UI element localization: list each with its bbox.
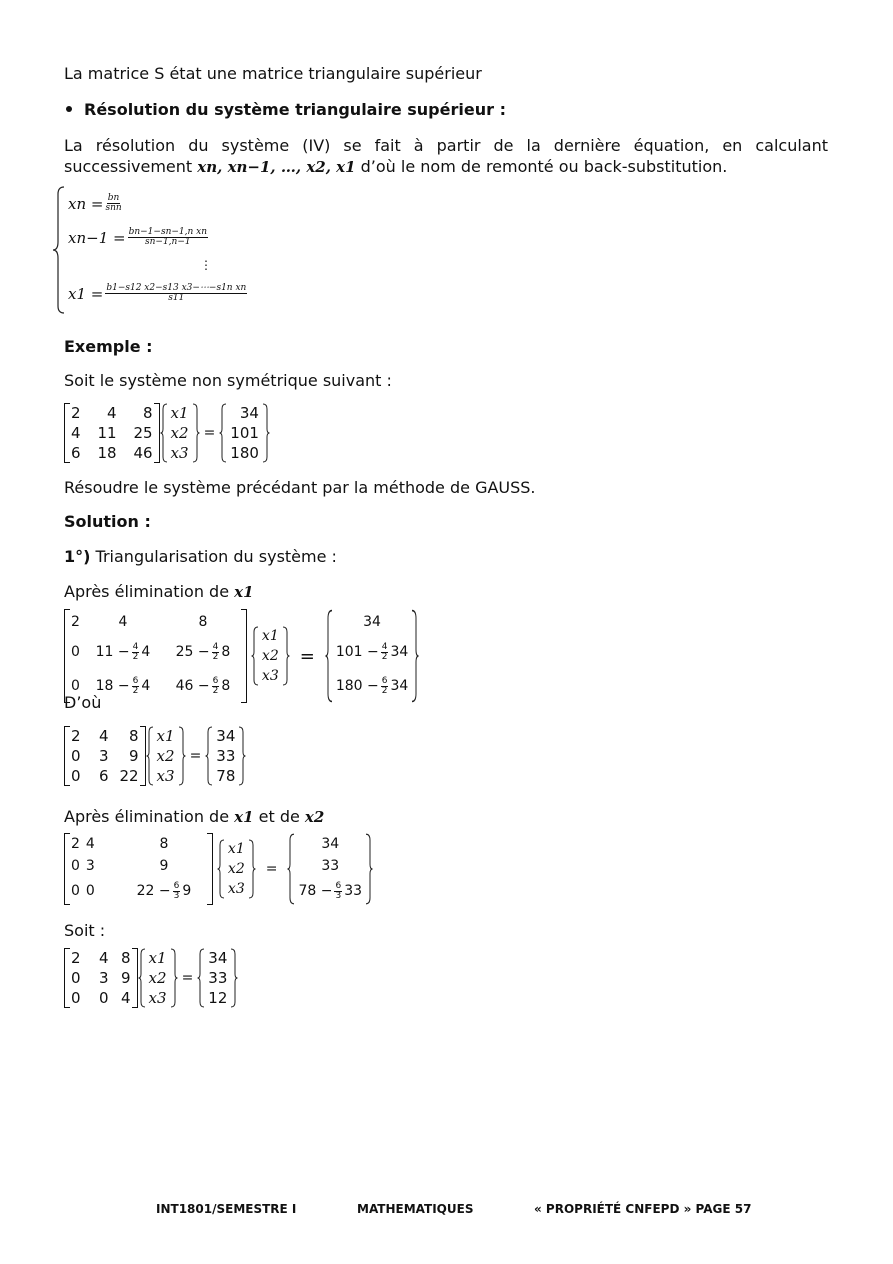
cell: 2	[71, 614, 80, 630]
right-brace-icon	[248, 839, 256, 899]
var-x2: x2	[156, 747, 175, 765]
system-matrix-3	[64, 948, 238, 1008]
cell-text: 22 −	[136, 883, 171, 899]
variable-vector	[146, 726, 186, 786]
formula-x1	[68, 284, 249, 303]
fraction-den: 2	[132, 685, 139, 696]
footer-center: MATHEMATIQUES	[357, 1202, 474, 1216]
rhs-cell	[295, 877, 365, 905]
cell-factor: 4	[141, 678, 151, 694]
rhs-cell: 12	[208, 989, 228, 1007]
right-brace-icon	[282, 626, 290, 686]
cell	[163, 635, 243, 669]
fraction	[381, 643, 389, 662]
fraction	[381, 677, 389, 696]
fraction-den: 3	[173, 890, 180, 901]
cell: 2	[71, 836, 80, 852]
cell	[119, 877, 209, 905]
left-brace-icon	[160, 403, 168, 463]
formula-xn-1-den: sn−1,n−1	[145, 237, 191, 247]
equals-sign: =	[299, 645, 315, 667]
equals-sign: =	[203, 425, 216, 441]
fraction	[334, 882, 342, 901]
footer-right: « PROPRIÉTÉ CNFEPD » PAGE 57	[534, 1202, 752, 1216]
fraction-den: 2	[132, 651, 139, 662]
rhs-cell: 33	[208, 969, 228, 987]
elimination2-text	[64, 807, 324, 826]
paragraph-prefix: successivement	[64, 157, 193, 176]
equals-sign: =	[181, 970, 194, 986]
fraction-num: 4	[132, 641, 139, 652]
right-brace-icon	[365, 833, 373, 905]
cell: 8	[159, 836, 169, 852]
step1-number: 1°)	[64, 547, 91, 566]
cell-text: 11 −	[95, 644, 130, 660]
rhs-text: 78 −	[298, 883, 333, 899]
left-brace-icon	[205, 726, 213, 786]
rhs-vector	[287, 833, 373, 905]
elimination1-text	[64, 582, 254, 601]
cell: 0	[85, 883, 95, 899]
var-x3: x3	[156, 767, 175, 785]
coefficient-matrix	[64, 833, 213, 905]
cell: 0	[71, 989, 81, 1007]
fraction	[212, 677, 220, 696]
var-x3: x3	[227, 881, 245, 897]
cell: 3	[85, 858, 95, 874]
variable-vector	[138, 948, 178, 1008]
rhs-cell: 34	[216, 727, 236, 745]
cell: 46	[133, 444, 153, 462]
example-label: Exemple :	[64, 337, 153, 356]
left-brace-icon	[251, 626, 259, 686]
formula-xn-1-lhs: xn−1 =	[68, 228, 126, 247]
system-matrix-2	[64, 726, 246, 786]
formula-xn-1-frac	[128, 228, 208, 247]
fraction-num: 6	[212, 675, 219, 686]
right-brace-icon	[170, 948, 178, 1008]
cell: 9	[121, 969, 131, 987]
cell: 3	[99, 747, 109, 765]
cell: 0	[71, 644, 80, 660]
rhs-cell: 34	[321, 836, 340, 852]
var-x1: x1	[148, 949, 167, 967]
cell: 22	[119, 767, 139, 785]
rhs-cell: 34	[208, 949, 228, 967]
right-brace-icon	[262, 403, 270, 463]
cell: 8	[129, 727, 139, 745]
fraction-num: 6	[132, 675, 139, 686]
coefficient-matrix	[64, 726, 146, 786]
var-x2: x2	[227, 861, 245, 877]
formula-xn-lhs: xn =	[68, 194, 104, 213]
formula-x1-num: b1−s12 x2−s13 x3−⋯−s1n xn	[106, 283, 247, 293]
left-brace-icon	[146, 726, 154, 786]
elimination1-system	[64, 609, 419, 703]
cell: 4	[85, 836, 95, 852]
formula-xn	[68, 194, 124, 213]
cell-text: 25 −	[175, 644, 210, 660]
cell	[83, 635, 163, 669]
right-brace-icon	[192, 403, 200, 463]
fraction-num: 6	[173, 880, 180, 891]
cell-factor: 8	[221, 644, 231, 660]
cell-text: 46 −	[175, 678, 210, 694]
rhs-cell: 78	[216, 767, 236, 785]
elimination2-var2: x2	[304, 808, 325, 826]
cell: 11	[97, 424, 117, 442]
coefficient-matrix	[64, 609, 247, 703]
left-brace-icon	[197, 948, 205, 1008]
left-brace-icon	[287, 833, 295, 905]
cell: 4	[121, 989, 131, 1007]
formula-xn-num: bn	[107, 193, 120, 203]
elimination2-label: Après élimination de	[64, 807, 230, 826]
fraction-den: 2	[381, 651, 388, 662]
vertical-dots: ⋮	[200, 258, 212, 272]
cell: 2	[71, 404, 81, 422]
cell: 9	[159, 858, 169, 874]
elimination2-var1: x1	[234, 808, 254, 826]
cell: 3	[99, 969, 109, 987]
fraction-num: 4	[212, 641, 219, 652]
cell: 4	[107, 404, 117, 422]
paragraph-line2	[64, 157, 727, 176]
right-brace-icon	[411, 609, 419, 703]
variable-vector	[217, 839, 256, 899]
fraction-num: 6	[381, 675, 388, 686]
variable-vector	[160, 403, 200, 463]
formula-x1-den: s11	[168, 293, 185, 303]
elimination1-label: Après élimination de	[64, 582, 230, 601]
formula-xn-1	[68, 228, 210, 247]
cell: 8	[143, 404, 153, 422]
formula-x1-frac	[105, 284, 247, 303]
rhs-text: 180 −	[335, 678, 379, 694]
solution-label: Solution :	[64, 512, 151, 531]
cell-text: 18 −	[95, 678, 130, 694]
fraction	[132, 677, 140, 696]
rhs-cell: 101	[230, 424, 259, 442]
equals-sign: =	[265, 861, 278, 877]
left-brace-icon	[219, 403, 227, 463]
step1-text: Triangularisation du système :	[95, 547, 337, 566]
right-brace-icon	[230, 948, 238, 1008]
equals-sign: =	[189, 748, 202, 764]
bullet-icon	[66, 106, 72, 112]
var-x1: x1	[261, 628, 279, 644]
cell: 0	[71, 883, 80, 899]
rhs-vector	[219, 403, 270, 463]
elimination1-var: x1	[234, 583, 254, 601]
elimination2-system	[64, 833, 373, 905]
dou-text: D’où	[64, 693, 102, 712]
rhs-cell	[333, 669, 411, 703]
variable-vector	[251, 626, 290, 686]
cell: 0	[99, 989, 109, 1007]
cell: 2	[71, 949, 81, 967]
fraction-den: 2	[212, 651, 219, 662]
formula-x1-lhs: x1 =	[68, 284, 104, 303]
formula-xn-1-num: bn−1−sn−1,n xn	[128, 227, 208, 237]
cell: 4	[118, 614, 128, 630]
cell: 0	[71, 858, 80, 874]
rhs-vector	[205, 726, 246, 786]
rhs-factor: 34	[390, 678, 409, 694]
cell	[163, 669, 243, 703]
section-title	[66, 100, 506, 119]
cell: 6	[99, 767, 109, 785]
cell: 18	[97, 444, 117, 462]
fraction-num: 4	[381, 641, 388, 652]
left-brace-icon	[52, 186, 66, 314]
rhs-factor: 33	[344, 883, 363, 899]
fraction-den: 2	[381, 685, 388, 696]
rhs-text: 101 −	[335, 644, 379, 660]
variable-sequence: xn, xn−1, …, x2, x1	[197, 158, 356, 176]
cell: 0	[71, 969, 81, 987]
cell-factor: 4	[141, 644, 151, 660]
rhs-cell	[333, 635, 411, 669]
rhs-cell: 33	[216, 747, 236, 765]
var-x1: x1	[227, 841, 245, 857]
cell: 0	[71, 747, 81, 765]
coefficient-matrix	[64, 948, 138, 1008]
cell-factor: 9	[182, 883, 192, 899]
paragraph-suffix: d’où le nom de remonté ou back-substitution.	[360, 157, 728, 176]
rhs-vector	[325, 609, 419, 703]
system-matrix-1	[64, 403, 270, 463]
rhs-cell: 34	[239, 404, 259, 422]
left-brace-icon	[138, 948, 146, 1008]
fraction	[212, 643, 220, 662]
cell-factor: 8	[221, 678, 231, 694]
var-x2: x2	[261, 648, 279, 664]
fraction-num: 6	[335, 880, 342, 891]
formula-xn-den: snn	[105, 203, 122, 213]
var-x2: x2	[170, 424, 189, 442]
rhs-cell: 34	[363, 614, 381, 630]
cell: 25	[133, 424, 153, 442]
back-substitution-formulas	[52, 186, 312, 314]
step1	[64, 547, 337, 566]
elimination2-mid: et de	[258, 807, 300, 826]
var-x3: x3	[148, 989, 167, 1007]
cell: 0	[71, 767, 81, 785]
coefficient-matrix	[64, 403, 160, 463]
rhs-vector	[197, 948, 238, 1008]
var-x1: x1	[156, 727, 175, 745]
cell: 8	[121, 949, 131, 967]
left-brace-icon	[325, 609, 333, 703]
fraction-den: 2	[212, 685, 219, 696]
fraction	[132, 643, 140, 662]
cell: 4	[71, 424, 81, 442]
var-x1: x1	[170, 404, 189, 422]
right-brace-icon	[178, 726, 186, 786]
rhs-cell: 180	[230, 444, 259, 462]
task-text: Résoudre le système précédant par la méthode de GAUSS.	[64, 478, 536, 497]
cell: 2	[71, 727, 81, 745]
cell: 6	[71, 444, 81, 462]
footer-left: INT1801/SEMESTRE I	[156, 1202, 297, 1216]
intro-text: La matrice S état une matrice triangulaire supérieur	[64, 64, 482, 83]
paragraph-line1: La résolution du système (IV) se fait à partir de la dernière équation, en calculant	[64, 136, 828, 155]
fraction	[173, 882, 181, 901]
var-x3: x3	[261, 668, 279, 684]
example-text: Soit le système non symétrique suivant :	[64, 371, 392, 390]
cell: 4	[99, 727, 109, 745]
rhs-cell: 33	[321, 858, 340, 874]
rhs-factor: 34	[390, 644, 409, 660]
cell: 4	[99, 949, 109, 967]
cell: 0	[71, 678, 80, 694]
soit-text: Soit :	[64, 921, 106, 940]
section-title-text: Résolution du système triangulaire supérieur :	[84, 100, 506, 119]
formula-xn-frac	[105, 194, 121, 213]
cell: 8	[198, 614, 208, 630]
left-brace-icon	[217, 839, 225, 899]
var-x2: x2	[148, 969, 167, 987]
var-x3: x3	[170, 444, 189, 462]
right-brace-icon	[238, 726, 246, 786]
cell: 9	[129, 747, 139, 765]
fraction-den: 3	[335, 890, 342, 901]
